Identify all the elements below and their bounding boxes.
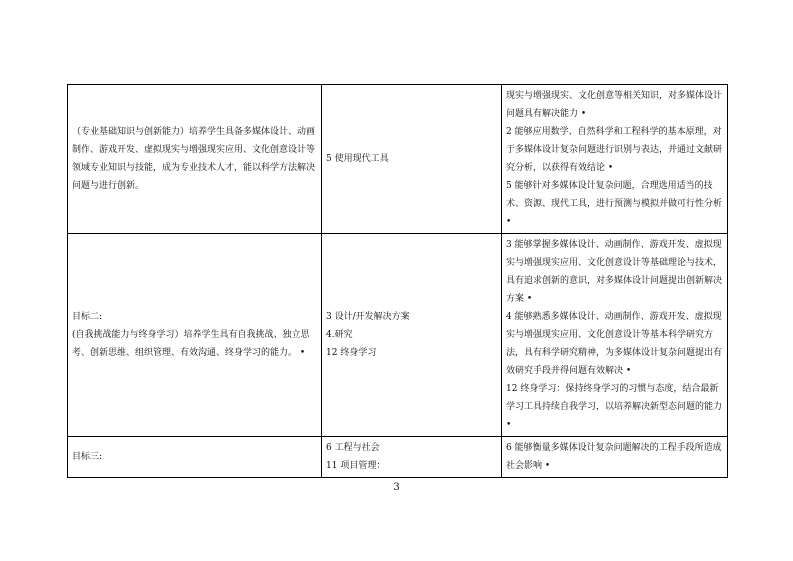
goal-text: （专业基础知识与创新能力）培养学生具备多媒体设计、动画制作、游戏开发、虚拟现实与增强现实应用、文化创意设计等领域专业知识与技能，成为专业技术人才，能以科学方法解决问题与进行创新。 [72, 127, 316, 191]
requirement-text: 6 能够衡量多媒体设计复杂问题解决的工程手段所造成社会影响 • [506, 443, 722, 471]
requirement-text: 5 能够针对多媒体设计复杂问题，合理选用适当的技术、资源、现代工具，进行预测与模拟并做可行性分析 • [506, 181, 723, 227]
indicator-text: 5 使用现代工具 [326, 154, 389, 164]
indicator-cell [322, 437, 502, 478]
requirement-text: 12 终身学习：保持终身学习的习惯与态度，结合最新学习工具持续自我学习，以培养解决新型态问题的能力 • [506, 384, 723, 430]
indicator-cell [322, 85, 502, 234]
indicator-text: 12 终身学习 [326, 348, 377, 358]
page-number: 3 [393, 482, 400, 493]
objectives-table [67, 84, 728, 478]
goal-cell [68, 437, 322, 478]
indicator-cell [322, 234, 502, 437]
table-row [68, 234, 728, 437]
table-row [68, 437, 728, 478]
indicator-text: 11 项目管理： [326, 461, 386, 471]
indicator-text: 3 设计/开发解决方案 [326, 312, 410, 322]
goal-heading: 目标三: [72, 452, 103, 462]
goal-cell [68, 85, 322, 234]
table-row [68, 85, 728, 234]
requirement-text: 4 能够熟悉多媒体设计、动画制作、游戏开发、虚拟现实与增强现实应用、文化创意设计等基本科学研究方法，具有科学研究精神，为多媒体设计复杂问题提出有效研究手段并得问题有效解决 • [506, 312, 723, 376]
requirement-cell [502, 234, 728, 437]
indicator-text: 4.研究 [326, 330, 353, 340]
requirement-text: 2 能够应用数学、自然科学和工程科学的基本原理，对于多媒体设计复杂问题进行识别与表达，并通过文献研究分析，以获得有效结论 • [506, 127, 723, 173]
requirement-cell [502, 437, 728, 478]
requirement-text: 3 能够掌握多媒体设计、动画制作、游戏开发、虚拟现实与增强现实应用、文化创意设计等基础理论与技术，具有追求创新的意识，对多媒体设计问题提出创新解决方案 • [506, 240, 723, 304]
requirement-text: 现实与增强现实、文化创意等相关知识，对多媒体设计问题具有解决能力 • [506, 91, 723, 119]
requirement-cell [502, 85, 728, 234]
indicator-text: 6 工程与社会 [326, 443, 380, 453]
goal-text: (自我挑战能力与终身学习）培养学生具有自我挑战、独立思考、创新思维、组织管理、有效沟通、终身学习的能力。 • [72, 330, 310, 358]
goal-cell [68, 234, 322, 437]
goal-heading: 目标二: [72, 312, 103, 322]
